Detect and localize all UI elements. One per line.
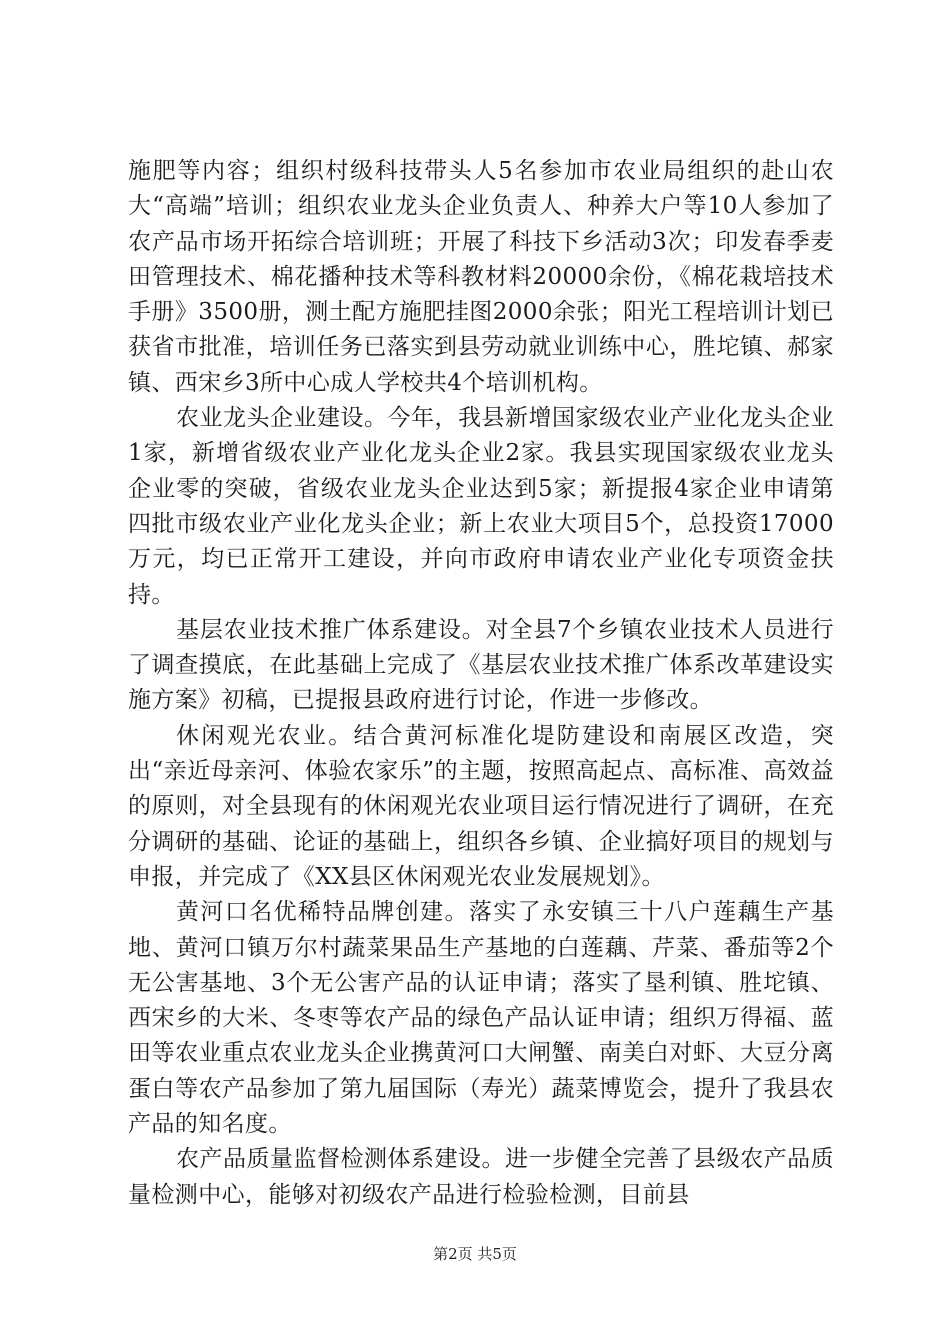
paragraph-extension-system: 基层农业技术推广体系建设。对全县7个乡镇农业技术人员进行了调查摸底，在此基础上完成了《基层农业技术推广体系改革建设实施方案》初稿，已提报县政府进行讨论，作进一步修改。 <box>128 616 834 714</box>
paragraph-leisure-agriculture: 休闲观光农业。结合黄河标准化堤防建设和南展区改造，突出“亲近母亲河、体验农家乐”的主题，按照高起点、高标准、高效益的原则，对全县现有的休闲观光农业项目运行情况进行了调研，在充分调研的基础、论证的基础上，组织各乡镇、企业搞好项目的规划与申报，并完成了《XX县区休闲观光农业发展规划》。 <box>128 722 834 890</box>
page-number-label: 第2页 共5页 <box>433 1245 517 1263</box>
paragraph-leading-enterprises: 农业龙头企业建设。今年，我县新增国家级农业产业化龙头企业1家，新增省级农业产业化龙头企业2家。我县实现国家级农业龙头企业零的突破，省级农业龙头企业达到5家；新提报4家企业申请第四批市级农业产业化龙头企业；新上农业大项目5个，总投资17000万元，均已正常开工建设，并向市政府申请农业产业化专项资金扶持。 <box>128 405 834 608</box>
paragraph-training: 施肥等内容；组织村级科技带头人5名参加市农业局组织的赴山农大“高端”培训；组织农业龙头企业负责人、种养大户等10人参加了农产品市场开拓综合培训班；开展了科技下乡活动3次；印发春季麦田管理技术、棉花播种技术等科教材料20000余份，《棉花栽培技术手册》3500册，测土配方施肥挂图2000余张；阳光工程培训计划已获省市批准，培训任务已落实到县劳动就业训练中心，胜坨镇、郝家镇、西宋乡3所中心成人学校共4个培训机构。 <box>128 158 834 396</box>
paragraph-brand-building: 黄河口名优稀特品牌创建。落实了永安镇三十八户莲藕生产基地、黄河口镇万尔村蔬菜果品生产基地的白莲藕、芹菜、番茄等2个无公害基地、3个无公害产品的认证申请；落实了垦利镇、胜坨镇、西宋乡的大米、冬枣等农产品的绿色产品认证申请；组织万得福、蓝田等农业重点农业龙头企业携黄河口大闸蟹、南美白对虾、大豆分离蛋白等农产品参加了第九届国际（寿光）蔬菜博览会，提升了我县农产品的知名度。 <box>128 899 834 1138</box>
page-footer <box>0 1243 950 1264</box>
paragraph-quality-testing: 农产品质量监督检测体系建设。进一步健全完善了县级农产品质量检测中心，能够对初级农产品进行检验检测，目前县 <box>128 1146 834 1208</box>
document-body <box>128 154 834 1213</box>
